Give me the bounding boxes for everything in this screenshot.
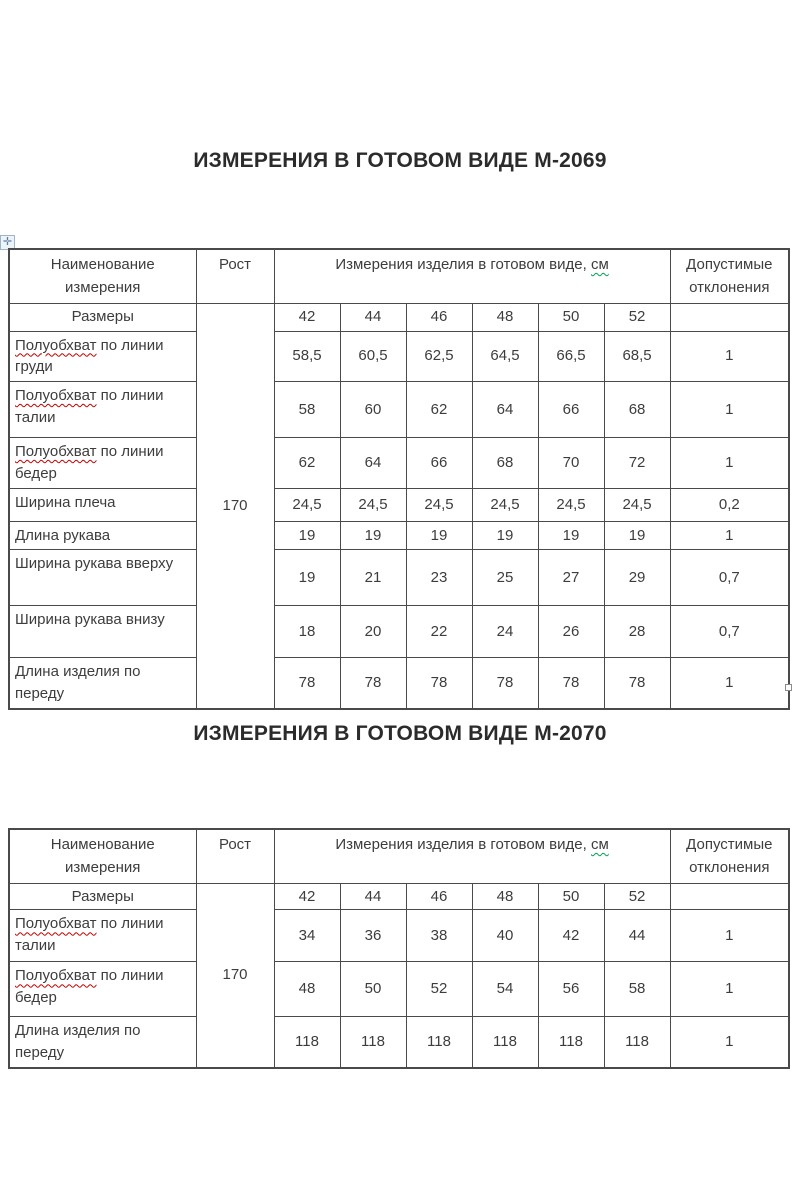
- measurement-value-cell: 24,5: [538, 488, 604, 521]
- measurements-table-m2069: [8, 248, 790, 710]
- measurements-header-cell: [274, 249, 670, 303]
- measurement-value-cell: 24: [472, 606, 538, 658]
- row-label-cell: [9, 1017, 196, 1068]
- tolerance-header-cell: [670, 829, 789, 883]
- row-label-text: Длина изделия по переду: [15, 1022, 141, 1061]
- table-row: [9, 331, 789, 382]
- measurement-value-cell: 62: [274, 438, 340, 489]
- measurement-value-cell: 56: [538, 962, 604, 1017]
- measurements-header-text: Измерения изделия в готовом виде,: [335, 836, 587, 853]
- size-value-cell: 50: [538, 303, 604, 331]
- misspelled-word: Полуобхват: [15, 915, 97, 933]
- size-value-cell: 46: [406, 883, 472, 910]
- misspelled-word: Полуобхват: [15, 443, 97, 460]
- measurements-header-cell: [274, 829, 670, 883]
- measurement-value-cell: 24,5: [472, 488, 538, 521]
- row-label-text: по линии талии: [15, 915, 164, 954]
- measurement-value-cell: 19: [274, 521, 340, 550]
- document-title-m2070: ИЗМЕРЕНИЯ В ГОТОВОМ ВИДЕ М-2070: [193, 722, 607, 745]
- measurement-value-cell: 24,5: [274, 488, 340, 521]
- measurement-value-cell: 29: [604, 550, 670, 606]
- measurement-value-cell: 58: [274, 382, 340, 438]
- misspelled-word: Полуобхват: [15, 967, 97, 985]
- measurement-value-cell: 66,5: [538, 331, 604, 382]
- measurement-value-cell: 44: [604, 910, 670, 962]
- name-header-cell: Наименование измерения: [9, 829, 196, 883]
- measurement-value-cell: 34: [274, 910, 340, 962]
- tolerance-empty-cell: [670, 303, 789, 331]
- table-row: [9, 382, 789, 438]
- measurement-value-cell: 68: [604, 382, 670, 438]
- measurement-value-cell: 118: [538, 1017, 604, 1068]
- sizes-row-label-cell: Размеры: [9, 303, 196, 331]
- sizes-row: [9, 883, 789, 910]
- tolerance-value-cell: 1: [670, 1017, 789, 1068]
- measurement-value-cell: 25: [472, 550, 538, 606]
- measurement-value-cell: 118: [472, 1017, 538, 1068]
- measurement-value-cell: 36: [340, 910, 406, 962]
- document-title-m2069: ИЗМЕРЕНИЯ В ГОТОВОМ ВИДЕ М-2069: [193, 149, 607, 172]
- size-value-cell: 50: [538, 883, 604, 910]
- row-label-text: Длина рукава: [15, 526, 111, 544]
- measurement-value-cell: 72: [604, 438, 670, 489]
- unit-cm-misspelled-text: см: [590, 256, 609, 273]
- measurement-value-cell: 40: [472, 910, 538, 962]
- measurement-value-cell: 52: [406, 962, 472, 1017]
- measurement-value-cell: 54: [472, 962, 538, 1017]
- measurement-value-cell: 28: [604, 606, 670, 658]
- table-row: [9, 488, 789, 521]
- sizes-row: [9, 303, 789, 331]
- measurement-value-cell: 70: [538, 438, 604, 489]
- measurement-value-cell: 78: [274, 658, 340, 709]
- row-label-cell: [9, 606, 196, 658]
- tolerance-header-cell: [670, 249, 789, 303]
- tolerance-value-cell: 1: [670, 658, 789, 709]
- measurement-value-cell: 68,5: [604, 331, 670, 382]
- measurement-value-cell: 20: [340, 606, 406, 658]
- row-label-cell: [9, 382, 196, 438]
- measurement-value-cell: 23: [406, 550, 472, 606]
- row-label-cell: [9, 658, 196, 709]
- measurement-value-cell: 42: [538, 910, 604, 962]
- measurement-value-cell: 68: [472, 438, 538, 489]
- table-row: [9, 438, 789, 489]
- measurement-value-cell: 19: [340, 521, 406, 550]
- table-row: [9, 658, 789, 709]
- measurement-value-cell: 38: [406, 910, 472, 962]
- height-value-cell: 170: [196, 883, 274, 1068]
- row-label-text: по линии талии: [15, 387, 164, 426]
- row-label-text: Ширина рукава вверху: [15, 555, 174, 573]
- measurement-value-cell: 78: [538, 658, 604, 709]
- misspelled-word: Полуобхват: [15, 387, 97, 404]
- table-resize-handle[interactable]: [785, 684, 792, 691]
- row-label-cell: [9, 910, 196, 962]
- tolerance-header-line1: Допустимые: [686, 836, 773, 853]
- tolerance-value-cell: 1: [670, 962, 789, 1017]
- tolerance-value-cell: 1: [670, 331, 789, 382]
- misspelled-word: Полуобхват: [15, 336, 97, 354]
- measurement-value-cell: 19: [538, 521, 604, 550]
- tolerance-value-cell: 1: [670, 521, 789, 550]
- name-header-cell: Наименование измерения: [9, 249, 196, 303]
- size-value-cell: 48: [472, 883, 538, 910]
- tolerance-header-line2: отклонения: [689, 278, 770, 296]
- size-value-cell: 52: [604, 883, 670, 910]
- tolerance-value-cell: 0,7: [670, 550, 789, 606]
- size-value-cell: 42: [274, 883, 340, 910]
- measurement-value-cell: 24,5: [406, 488, 472, 521]
- measurement-value-cell: 64,5: [472, 331, 538, 382]
- measurement-value-cell: 66: [406, 438, 472, 489]
- row-label-text: Ширина плеча: [15, 493, 116, 511]
- table-header-row: [9, 829, 789, 883]
- measurement-value-cell: 118: [604, 1017, 670, 1068]
- measurement-value-cell: 118: [406, 1017, 472, 1068]
- measurement-value-cell: 50: [340, 962, 406, 1017]
- row-label-text: Ширина рукава внизу: [15, 611, 165, 629]
- row-label-text: по линии груди: [15, 336, 164, 376]
- measurement-value-cell: 60: [340, 382, 406, 438]
- table-row: [9, 1017, 789, 1068]
- measurement-value-cell: 64: [340, 438, 406, 489]
- table-row: [9, 606, 789, 658]
- row-label-text: по линии бедер: [15, 443, 164, 482]
- sizes-row-label-cell: Размеры: [9, 883, 196, 910]
- measurement-value-cell: 19: [472, 521, 538, 550]
- size-value-cell: 52: [604, 303, 670, 331]
- tolerance-header-line2: отклонения: [689, 858, 770, 876]
- table-move-handle-icon[interactable]: ✛: [0, 235, 15, 250]
- row-label-cell: [9, 550, 196, 606]
- measurement-value-cell: 78: [604, 658, 670, 709]
- measurement-value-cell: 48: [274, 962, 340, 1017]
- tolerance-value-cell: 1: [670, 438, 789, 489]
- row-label-cell: [9, 962, 196, 1017]
- tolerance-value-cell: 0,2: [670, 488, 789, 521]
- measurement-value-cell: 58: [604, 962, 670, 1017]
- size-value-cell: 44: [340, 883, 406, 910]
- measurement-value-cell: 24,5: [340, 488, 406, 521]
- row-label-cell: [9, 521, 196, 550]
- row-label-cell: [9, 438, 196, 489]
- measurement-value-cell: 64: [472, 382, 538, 438]
- row-label-cell: [9, 488, 196, 521]
- measurements-table-m2070: [8, 828, 790, 1069]
- measurement-value-cell: 26: [538, 606, 604, 658]
- measurement-value-cell: 27: [538, 550, 604, 606]
- tolerance-header-line1: Допустимые: [686, 256, 773, 273]
- measurement-value-cell: 118: [274, 1017, 340, 1068]
- size-value-cell: 42: [274, 303, 340, 331]
- measurement-value-cell: 62: [406, 382, 472, 438]
- size-value-cell: 44: [340, 303, 406, 331]
- table-row: [9, 962, 789, 1017]
- row-label-text: Длина изделия по переду: [15, 663, 141, 702]
- measurement-value-cell: 21: [340, 550, 406, 606]
- measurement-value-cell: 78: [340, 658, 406, 709]
- measurement-value-cell: 19: [604, 521, 670, 550]
- measurement-value-cell: 19: [274, 550, 340, 606]
- measurement-value-cell: 60,5: [340, 331, 406, 382]
- measurement-value-cell: 78: [472, 658, 538, 709]
- table-row: [9, 910, 789, 962]
- table-header-row: [9, 249, 789, 303]
- height-value-cell: 170: [196, 303, 274, 709]
- measurement-value-cell: 19: [406, 521, 472, 550]
- measurement-value-cell: 66: [538, 382, 604, 438]
- unit-cm-misspelled-text: см: [590, 836, 609, 853]
- measurement-value-cell: 18: [274, 606, 340, 658]
- measurement-value-cell: 24,5: [604, 488, 670, 521]
- row-label-text: по линии бедер: [15, 967, 164, 1006]
- size-value-cell: 48: [472, 303, 538, 331]
- table-row: [9, 550, 789, 606]
- measurement-value-cell: 58,5: [274, 331, 340, 382]
- measurement-value-cell: 118: [340, 1017, 406, 1068]
- measurement-value-cell: 22: [406, 606, 472, 658]
- tolerance-empty-cell: [670, 883, 789, 910]
- tolerance-value-cell: 1: [670, 910, 789, 962]
- measurement-value-cell: 78: [406, 658, 472, 709]
- tolerance-value-cell: 0,7: [670, 606, 789, 658]
- measurement-value-cell: 62,5: [406, 331, 472, 382]
- size-value-cell: 46: [406, 303, 472, 331]
- table-row: [9, 521, 789, 550]
- row-label-cell: [9, 331, 196, 382]
- height-header-cell: Рост: [196, 829, 274, 883]
- measurements-header-text: Измерения изделия в готовом виде,: [335, 256, 587, 273]
- tolerance-value-cell: 1: [670, 382, 789, 438]
- height-header-cell: Рост: [196, 249, 274, 303]
